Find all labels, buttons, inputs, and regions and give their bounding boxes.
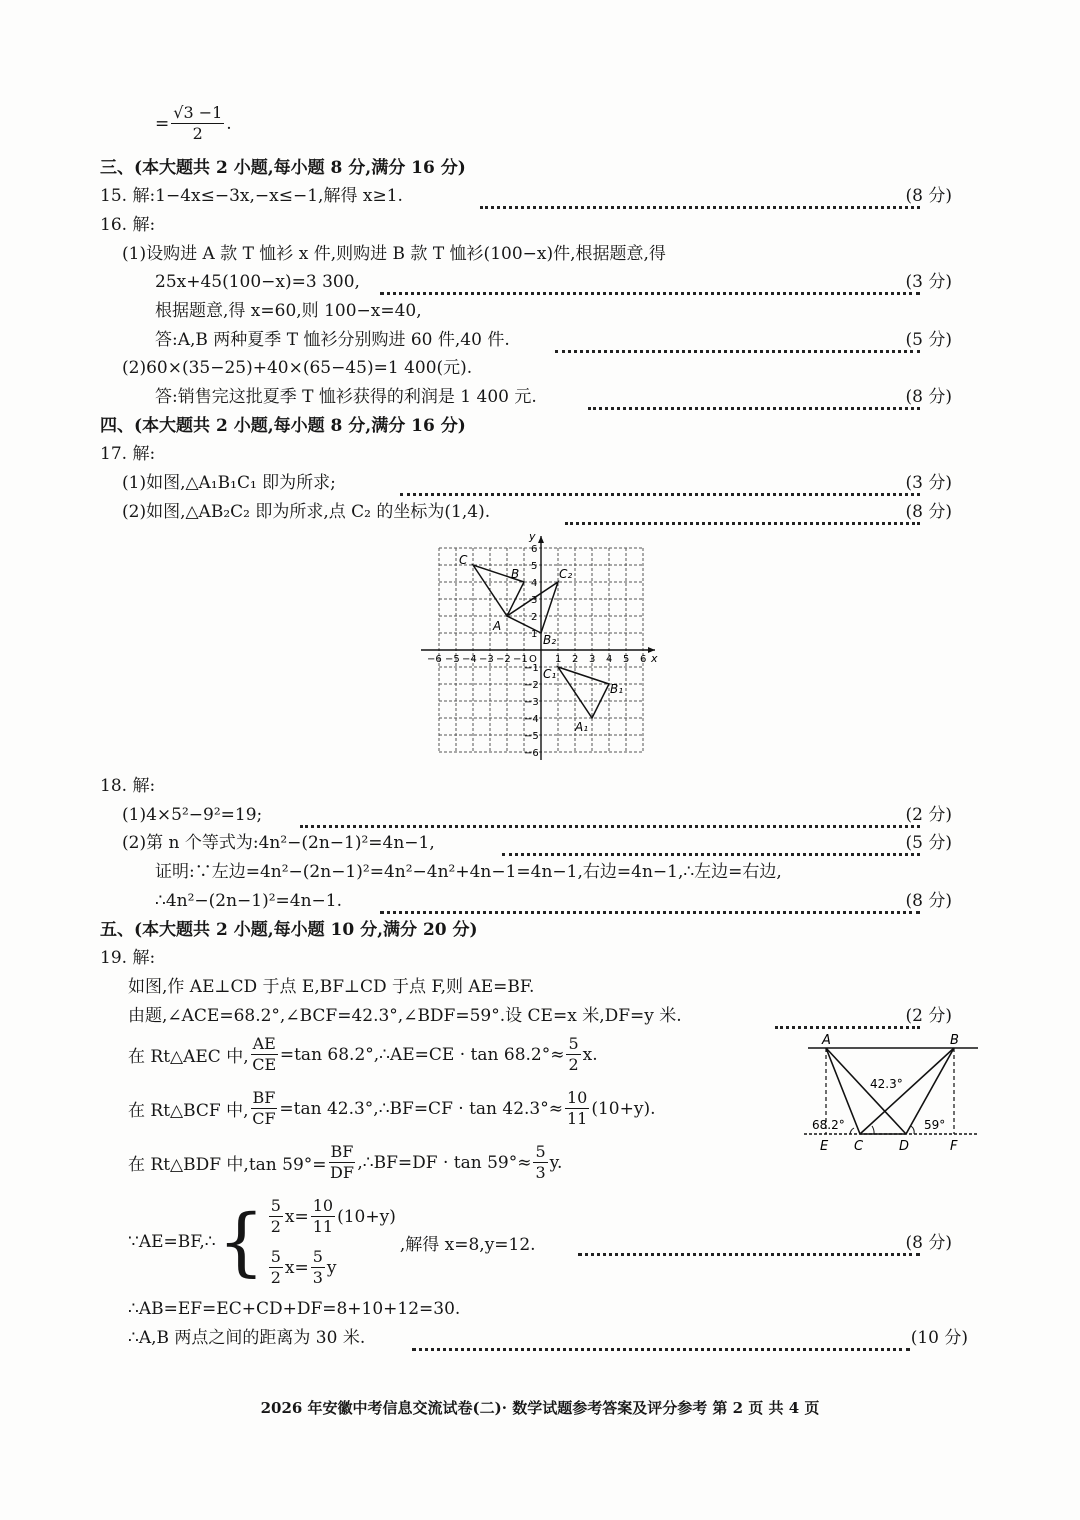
fraction	[533, 1142, 547, 1183]
leader-dots	[480, 180, 920, 209]
q16-line6: 答:销售完这批夏季 T 恤衫获得的利润是 1 400 元.	[155, 387, 537, 407]
coordinate-grid-figure	[415, 528, 665, 768]
leader-dots	[565, 496, 920, 525]
x-tick: 5	[623, 654, 630, 665]
x-tick: 2	[572, 654, 579, 665]
leader-dots	[380, 885, 920, 914]
q18-head: 18. 解:	[100, 776, 156, 796]
angle-label-59: 59°	[924, 1118, 946, 1132]
denominator: 11	[312, 1217, 334, 1236]
q19-score-2: (8 分)	[905, 1233, 952, 1253]
angle-mark	[872, 1126, 874, 1134]
q16-line2: 25x+45(100−x)=3 300,	[155, 272, 360, 292]
numerator: 5	[312, 1247, 323, 1266]
fraction	[311, 1247, 325, 1288]
q19-line2: 由题,∠ACE=68.2°,∠BCF=42.3°,∠BDF=59°.设 CE=x 米,DF=y 米.	[128, 1006, 682, 1026]
q16-score-3: (8 分)	[905, 387, 952, 407]
numerator: 5	[568, 1034, 579, 1053]
y-tick: 6	[531, 544, 538, 555]
fraction	[566, 1034, 580, 1075]
denominator: 3	[535, 1163, 546, 1182]
text: x.	[582, 1044, 598, 1065]
q15-text: 15. 解:1−4x≤−3x,−x≤−1,解得 x≥1.	[100, 186, 403, 206]
q19-line7: ∴AB=EF=EC+CD+DF=8+10+12=30.	[128, 1299, 461, 1319]
fig-label-f: F	[950, 1139, 958, 1154]
q18-line4: ∴4n²−(2n−1)²=4n−1.	[155, 891, 343, 911]
leader-dots	[380, 266, 920, 295]
y-tick: −2	[524, 680, 539, 691]
y-tick: 1	[531, 629, 538, 640]
q19-line1: 如图,作 AE⊥CD 于点 E,BF⊥CD 于点 F,则 AE=BF.	[128, 977, 535, 997]
q19-score-3: (10 分)	[910, 1328, 968, 1348]
fig-label-e: E	[820, 1139, 829, 1154]
section-4-title: 四、(本大题共 2 小题,每小题 8 分,满分 16 分)	[100, 416, 466, 436]
denominator: 11	[567, 1109, 588, 1128]
q16-score-1: (3 分)	[905, 272, 952, 292]
q18-line2: (2)第 n 个等式为:4n²−(2n−1)²=4n−1,	[122, 833, 435, 853]
equation-row	[267, 1247, 396, 1288]
denominator: 2	[270, 1217, 281, 1236]
q17-score-2: (8 分)	[905, 502, 952, 522]
q18-line3: 证明:∵左边=4n²−(2n−1)²=4n²−4n²+4n−1=4n−1,右边=4n−1,∴左边=右边,	[155, 862, 782, 882]
text: (10+y).	[591, 1098, 656, 1119]
equation-row	[267, 1196, 396, 1237]
fig-label-d: D	[899, 1139, 910, 1154]
fraction	[251, 1034, 278, 1075]
x-tick: −4	[462, 654, 477, 665]
numerator: BF	[252, 1088, 276, 1107]
y-tick: 5	[531, 561, 538, 572]
fraction	[329, 1142, 356, 1183]
point-a1-label: A₁	[575, 720, 589, 734]
y-tick: 3	[531, 595, 538, 606]
x-tick: −6	[427, 654, 442, 665]
text: =tan 42.3°,∴BF=CF · tan 42.3°≈	[279, 1098, 563, 1119]
y-tick: 4	[531, 578, 538, 589]
y-tick: −4	[524, 714, 539, 725]
numerator: BF	[330, 1142, 354, 1161]
x-tick: −2	[496, 654, 511, 665]
point-b2-label: B₂	[543, 633, 557, 647]
text: 在 Rt△BCF 中,	[128, 1101, 249, 1121]
text: ,解得 x=8,y=12.	[399, 1234, 536, 1255]
leader-dots	[502, 827, 920, 856]
denominator: DF	[329, 1163, 354, 1182]
denominator: CF	[252, 1109, 276, 1128]
fraction-denominator: 2	[192, 124, 203, 143]
point-a-label: A	[493, 619, 502, 633]
q19-line3	[128, 1034, 598, 1075]
denominator: CE	[252, 1055, 277, 1074]
x-tick: 3	[589, 654, 596, 665]
top-fraction	[171, 103, 224, 144]
q16-line4: 答:A,B 两种夏季 T 恤衫分别购进 60 件,40 件.	[155, 330, 510, 350]
numerator: 10	[312, 1196, 334, 1215]
fraction	[269, 1247, 283, 1288]
y-tick: −3	[524, 697, 539, 708]
leader-dots	[588, 381, 920, 410]
fraction	[311, 1196, 335, 1237]
leader-dots	[578, 1227, 920, 1256]
equation-system	[267, 1196, 396, 1288]
point-c2-label: C₂	[559, 567, 573, 581]
numerator: 5	[270, 1247, 281, 1266]
fraction	[565, 1088, 589, 1129]
triangle-ab2c2	[507, 582, 558, 633]
y-tick: −5	[524, 731, 539, 742]
leader-dots	[300, 799, 920, 828]
origin-label: O	[529, 654, 537, 665]
angle-mark	[911, 1126, 914, 1134]
numerator: AE	[252, 1034, 276, 1053]
leader-dots	[555, 324, 920, 353]
text: (10+y)	[337, 1206, 396, 1227]
x-axis-label: x	[651, 652, 658, 665]
text: y	[326, 1257, 337, 1278]
fraction	[251, 1088, 278, 1129]
x-tick: −1	[513, 654, 528, 665]
section-3-title: 三、(本大题共 2 小题,每小题 8 分,满分 16 分)	[100, 158, 466, 178]
angle-label-68: 68.2°	[812, 1118, 845, 1132]
numerator: 10	[567, 1088, 588, 1107]
q19-line8: ∴A,B 两点之间的距离为 30 米.	[128, 1328, 366, 1348]
y-axis-label: y	[529, 530, 536, 543]
top-result	[155, 103, 232, 144]
y-tick: −1	[524, 663, 539, 674]
fraction	[269, 1196, 283, 1237]
q16-line5: (2)60×(35−25)+40×(65−45)=1 400(元).	[122, 358, 473, 378]
q18-score-1: (2 分)	[905, 805, 952, 825]
q18-score-3: (8 分)	[905, 891, 952, 911]
angle-label-42: 42.3°	[870, 1077, 903, 1091]
q16-score-2: (5 分)	[905, 330, 952, 350]
fig-label-a: A	[822, 1033, 831, 1048]
q15-score: (8 分)	[905, 186, 952, 206]
q19-line5	[128, 1142, 562, 1183]
x-tick: −5	[445, 654, 460, 665]
denominator: 2	[270, 1268, 281, 1287]
text: ∵AE=BF,∴	[128, 1232, 216, 1252]
denominator: 2	[568, 1055, 579, 1074]
text: x=	[284, 1206, 309, 1227]
x-tick: 1	[555, 654, 562, 665]
y-axis-arrow	[538, 536, 544, 543]
page-footer: 2026 年安徽中考信息交流试卷(二)· 数学试题参考答案及评分参考 第 2 页 共 4 页	[260, 1399, 820, 1417]
point-b1-label: B₁	[610, 682, 624, 696]
text: =tan 68.2°,∴AE=CE · tan 68.2°≈	[279, 1044, 565, 1065]
x-tick: 4	[606, 654, 613, 665]
q18-line1: (1)4×5²−9²=19;	[122, 805, 263, 825]
q16-line3: 根据题意,得 x=60,则 100−x=40,	[155, 301, 422, 321]
denominator: 3	[312, 1268, 323, 1287]
text: x=	[284, 1257, 309, 1278]
q19-score-1: (2 分)	[905, 1006, 952, 1026]
q16-line1: (1)设购进 A 款 T 恤衫 x 件,则购进 B 款 T 恤衫(100−x)件,根据题意,得	[122, 244, 666, 264]
q19-line4	[128, 1088, 656, 1129]
text: 在 Rt△AEC 中,	[128, 1047, 249, 1067]
q19-line6	[128, 1196, 536, 1288]
leader-dots	[775, 1000, 920, 1029]
text: ,∴BF=DF · tan 59°≈	[357, 1152, 532, 1173]
point-c1-label: C₁	[543, 667, 557, 681]
q17-head: 17. 解:	[100, 444, 156, 464]
q19-geometry-figure	[802, 1028, 982, 1158]
point-c-label: C	[459, 553, 468, 567]
q17-score-1: (3 分)	[905, 473, 952, 493]
triangle-a1b1c1	[558, 667, 609, 718]
text: 在 Rt△BDF 中,tan 59°=	[128, 1155, 327, 1175]
x-tick: −3	[479, 654, 494, 665]
q17-line2: (2)如图,△AB₂C₂ 即为所求,点 C₂ 的坐标为(1,4).	[122, 502, 491, 522]
leader-dots	[400, 467, 920, 496]
text: y.	[549, 1152, 563, 1173]
q19-head: 19. 解:	[100, 948, 156, 968]
numerator: 5	[535, 1142, 546, 1161]
point-b-label: B	[511, 567, 520, 581]
fraction-numerator: √3 −1	[173, 103, 223, 122]
q16-head: 16. 解:	[100, 215, 156, 235]
angle-mark	[850, 1128, 854, 1134]
q17-line1: (1)如图,△A₁B₁C₁ 即为所求;	[122, 473, 336, 493]
section-5-title: 五、(本大题共 2 小题,每小题 10 分,满分 20 分)	[100, 920, 478, 940]
leader-dots	[412, 1322, 910, 1351]
y-tick: 2	[531, 612, 538, 623]
q18-score-2: (5 分)	[905, 833, 952, 853]
period: .	[226, 113, 232, 134]
fig-label-b: B	[950, 1033, 959, 1048]
fig-label-c: C	[854, 1139, 864, 1154]
brace: {	[217, 1199, 265, 1285]
x-tick: 6	[640, 654, 647, 665]
numerator: 5	[270, 1196, 281, 1215]
equals-sign: =	[155, 113, 170, 134]
y-tick: −6	[524, 748, 539, 759]
